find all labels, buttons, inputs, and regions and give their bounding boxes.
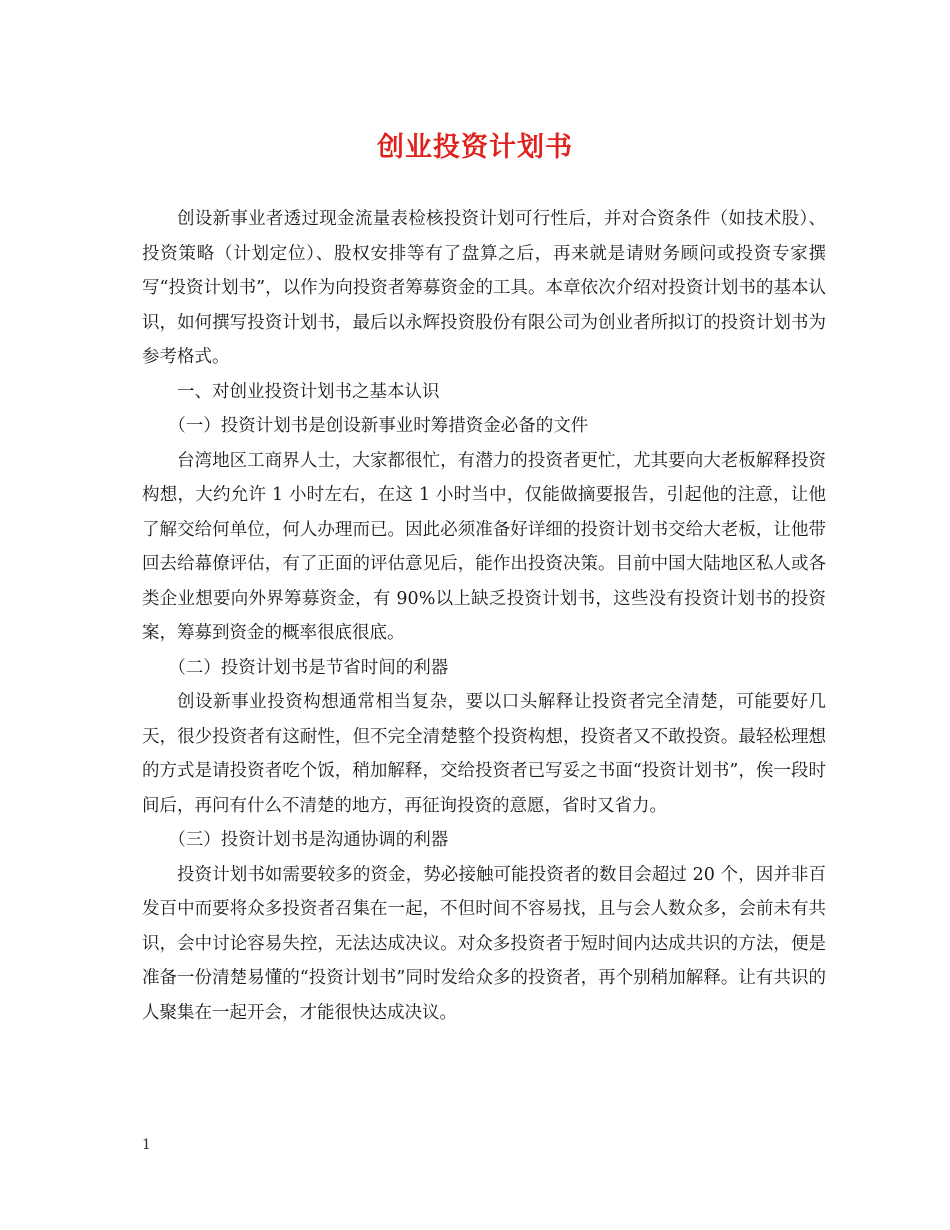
- document-body: [142, 202, 826, 1030]
- subsection-heading: （二）投资计划书是节省时间的利器: [168, 657, 449, 678]
- body-paragraph: 台湾地区工商界人士，大家都很忙，有潜力的投资者更忙，尤其要向大老板解释投资构想，大约允许 1 小时左右，在这 1 小时当中，仅能做摘要报告，引起他的注意，让他了解交给何单位，何人办理而已。因此必须准备好详细的投资计划书交给大老板，让他带回去给幕僚评估，有了正面的评估意见后，能作出投资决策。目前中国大陆地区私人或各类企业想要向外界筹募资金，有 90%以上缺乏投资计划书，这些没有投资计划书的投资案，筹募到资金的概率很底很底。: [142, 450, 826, 643]
- section-heading: 一、对创业投资计划书之基本认识: [177, 381, 440, 402]
- body-paragraph: 创设新事业者透过现金流量表检核投资计划可行性后，并对合资条件（如技术股）、投资策略（计划定位）、股权安排等有了盘算之后，再来就是请财务顾问或投资专家撰写“投资计划书”，以作为向投资者筹募资金的工具。本章依次介绍对投资计划书的基本认识，如何撰写投资计划书，最后以永辉投资股份有限公司为创业者所拟订的投资计划书为参考格式。: [142, 209, 826, 367]
- body-paragraph: 创设新事业投资构想通常相当复杂，要以口头解释让投资者完全清楚，可能要好几天，很少投资者有这耐性，但不完全清楚整个投资构想，投资者又不敢投资。最轻松理想的方式是请投资者吃个饭，稍加解释，交给投资者已写妥之书面“投资计划书”，俟一段时间后，再问有什么不清楚的地方，再征询投资的意愿，省时又省力。: [142, 692, 826, 816]
- subsection-heading: （三）投资计划书是沟通协调的利器: [168, 830, 449, 850]
- document-title: 创业投资计划书: [377, 132, 573, 163]
- page-number: 1: [142, 1137, 151, 1153]
- body-paragraph: 投资计划书如需要较多的资金，势必接触可能投资者的数目会超过 20 个，因并非百发百中而要将众多投资者召集在一起，不但时间不容易找，且与会人数众多，会前未有共识，会中讨论容易失控，无法达成决议。对众多投资者于短时间内达成共识的方法，便是准备一份清楚易懂的“投资计划书”同时发给众多的投资者，再个别稍加解释。让有共识的人聚集在一起开会，才能很快达成决议。: [142, 864, 826, 1023]
- subsection-heading: （一）投资计划书是创设新事业时筹措资金必备的文件: [168, 416, 589, 436]
